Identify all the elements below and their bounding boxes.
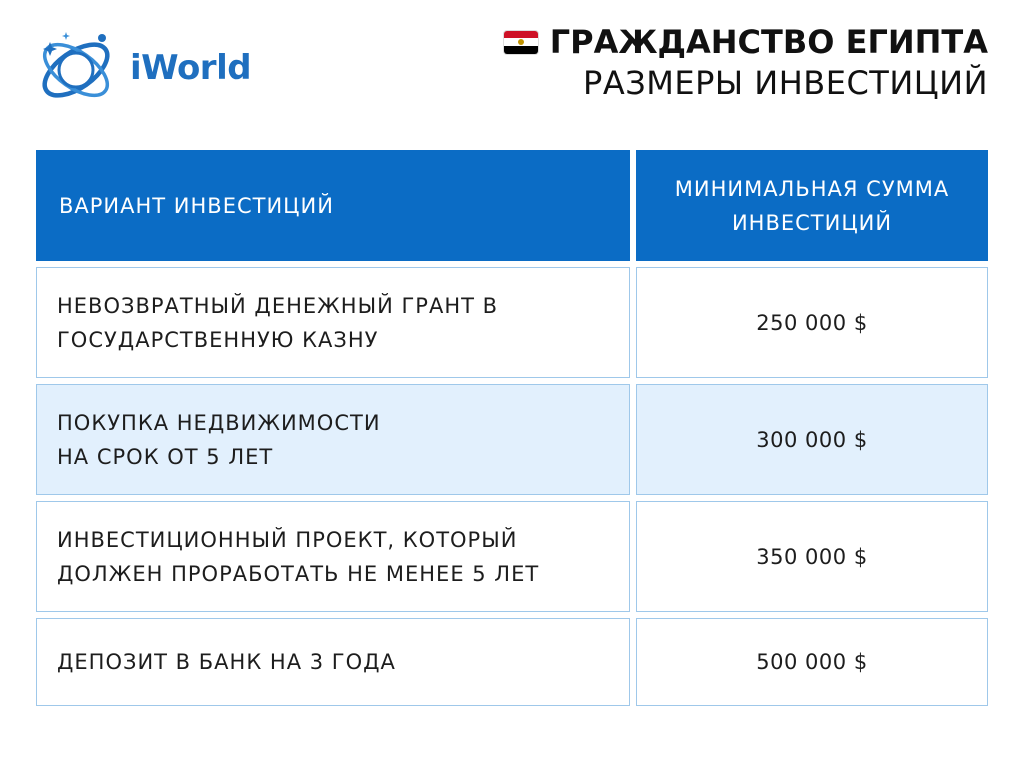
table-header-row: [36, 150, 988, 261]
title-line-main: [504, 22, 988, 62]
table-row: [36, 384, 988, 495]
globe-logo-icon: [36, 18, 136, 118]
amount-text: 300 000 $: [756, 427, 868, 452]
header-cell-option: [36, 150, 630, 261]
table-row: [36, 501, 988, 612]
cell-amount: [636, 384, 988, 495]
cell-amount: [636, 501, 988, 612]
cell-amount: [636, 267, 988, 378]
cell-option: [36, 384, 630, 495]
cell-option: [36, 267, 630, 378]
cell-option: [36, 501, 630, 612]
logo-text: iWorld: [130, 48, 252, 88]
header-cell-amount: [636, 150, 988, 261]
header-label-amount: МИНИМАЛЬНАЯ СУММА ИНВЕСТИЦИЙ: [674, 176, 950, 235]
cell-option: [36, 618, 630, 706]
investment-table: [36, 150, 988, 712]
amount-text: 350 000 $: [756, 544, 868, 569]
amount-text: 250 000 $: [756, 310, 868, 335]
option-text: ДЕПОЗИТ В БАНК НА 3 ГОДА: [57, 650, 396, 674]
brand-logo: [36, 18, 256, 118]
cell-amount: [636, 618, 988, 706]
table-row: [36, 618, 988, 706]
option-text: ИНВЕСТИЦИОННЫЙ ПРОЕКТ, КОТОРЫЙ ДОЛЖЕН ПРОРАБОТАТЬ НЕ МЕНЕЕ 5 ЛЕТ: [57, 527, 540, 586]
header-label-option: ВАРИАНТ ИНВЕСТИЦИЙ: [59, 193, 334, 218]
amount-text: 500 000 $: [756, 650, 868, 674]
option-text: НЕВОЗВРАТНЫЙ ДЕНЕЖНЫЙ ГРАНТ В ГОСУДАРСТВЕННУЮ КАЗНУ: [57, 293, 499, 352]
title-line-sub: РАЗМЕРЫ ИНВЕСТИЦИЙ: [583, 64, 988, 102]
page-title: [504, 22, 988, 104]
table-row: [36, 267, 988, 378]
title-text-main: ГРАЖДАНСТВО ЕГИПТА: [549, 23, 988, 61]
egypt-flag-icon: [504, 31, 538, 54]
option-text: ПОКУПКА НЕДВИЖИМОСТИ НА СРОК ОТ 5 ЛЕТ: [57, 410, 381, 469]
